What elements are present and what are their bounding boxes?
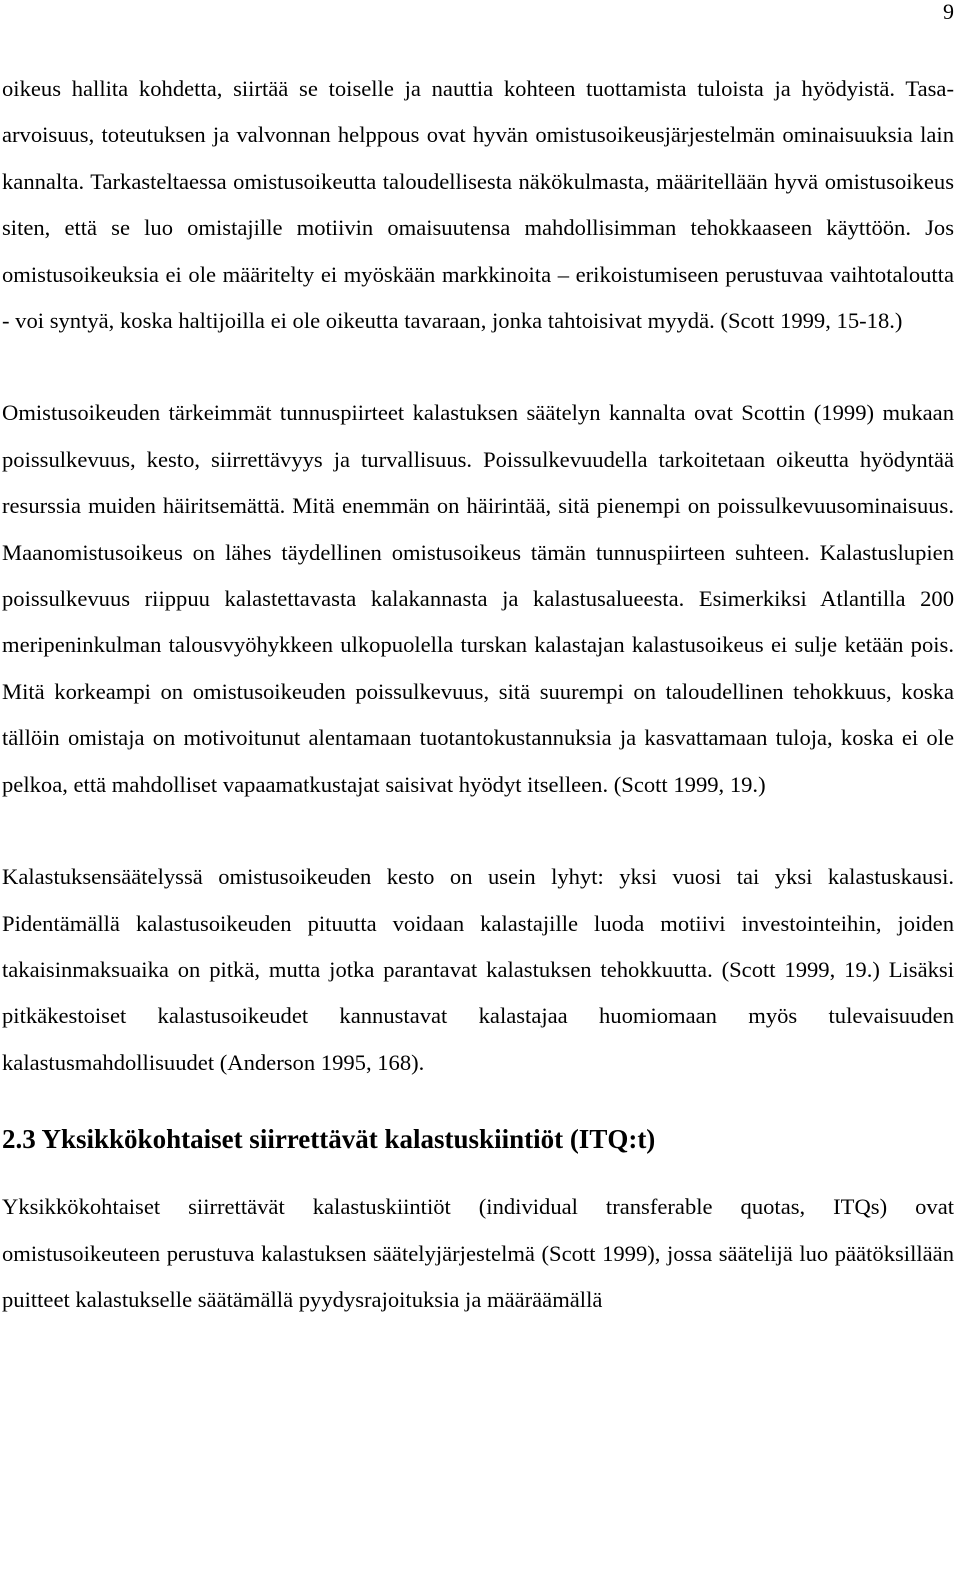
document-body — [2, 66, 954, 1323]
paragraph-duration: Kalastuksensäätelyssä omistusoikeuden kesto on usein lyhyt: yksi vuosi tai yksi kalastuskausi. Pidentämällä kalastusoikeuden pituutta voidaan kalastajille luoda motiivi investointeihin, joiden takaisinmaksuaika on pitkä, mutta jotka parantavat kalastuksen tehokkuutta. (Scott 1999, 19.) Lisäksi pitkäkestoiset kalastusoikeudet kannustavat kalastajaa huomiomaan myös tulevaisuuden kalastusmahdollisuudet (Anderson 1995, 168). — [2, 864, 954, 1075]
paragraph-property-rights: oikeus hallita kohdetta, siirtää se toiselle ja nauttia kohteen tuottamista tuloista ja hyödyistä. Tasa-arvoisuus, toteutuksen ja valvonnan helppous ovat hyvän omistusoikeusjärjestelmän ominaisuuksia lain kannalta. Tarkasteltaessa omistusoikeutta taloudellisesta näkökulmasta, määritellään hyvä omistusoikeus siten, että se luo omistajille motiivin omaisuutensa mahdollisimman tehokkaaseen käyttöön. Jos omistusoikeuksia ei ole määritelty ei myöskään markkinoita – erikoistumiseen perustuvaa vaihtotaloutta - voi syntyä, koska haltijoilla ei ole oikeutta tavaraan, jonka tahtoisivat myydä. (Scott 1999, 15-18.) — [2, 76, 954, 334]
paragraph-characteristics: Omistusoikeuden tärkeimmät tunnuspiirteet kalastuksen säätelyn kannalta ovat Scottin (1999) mukaan poissulkevuus, kesto, siirrettävyys ja turvallisuus. Poissulkevuudella tarkoitetaan oikeutta hyödyntää resurssia muiden häiritsemättä. Mitä enemmän on häirintää, sitä pienempi on poissulkevuusominaisuus. Maanomistusoikeus on lähes täydellinen omistusoikeus tämän tunnuspiirteen suhteen. Kalastuslupien poissulkevuus riippuu kalastettavasta kalakannasta ja kalastusalueesta. Esimerkiksi Atlantilla 200 meripeninkulman talousvyöhykkeen ulkopuolella turskan kalastajan kalastusoikeus ei sulje ketään pois. Mitä korkeampi on omistusoikeuden poissulkevuus, sitä suurempi on taloudellinen tehokkuus, koska tällöin omistaja on motivoitunut alentamaan tuotantokustannuksia ja kasvattamaan tuloja, koska ei ole pelkoa, että mahdolliset vapaamatkustajat saisivat hyödyt itselleen. (Scott 1999, 19.) — [2, 400, 954, 797]
section-heading: 2.3 Yksikkökohtaiset siirrettävät kalastuskiintiöt (ITQ:t) — [2, 1124, 656, 1155]
paragraph-itq-intro: Yksikkökohtaiset siirrettävät kalastuskiintiöt (individual transferable quotas, ITQs) ovat omistusoikeuteen perustuva kalastuksen säätelyjärjestelmä (Scott 1999), jossa säätelijä luo päätöksillään puitteet kalastukselle säätämällä pyydysrajoituksia ja määräämällä — [2, 1194, 954, 1312]
page-number: 9 — [943, 0, 954, 24]
